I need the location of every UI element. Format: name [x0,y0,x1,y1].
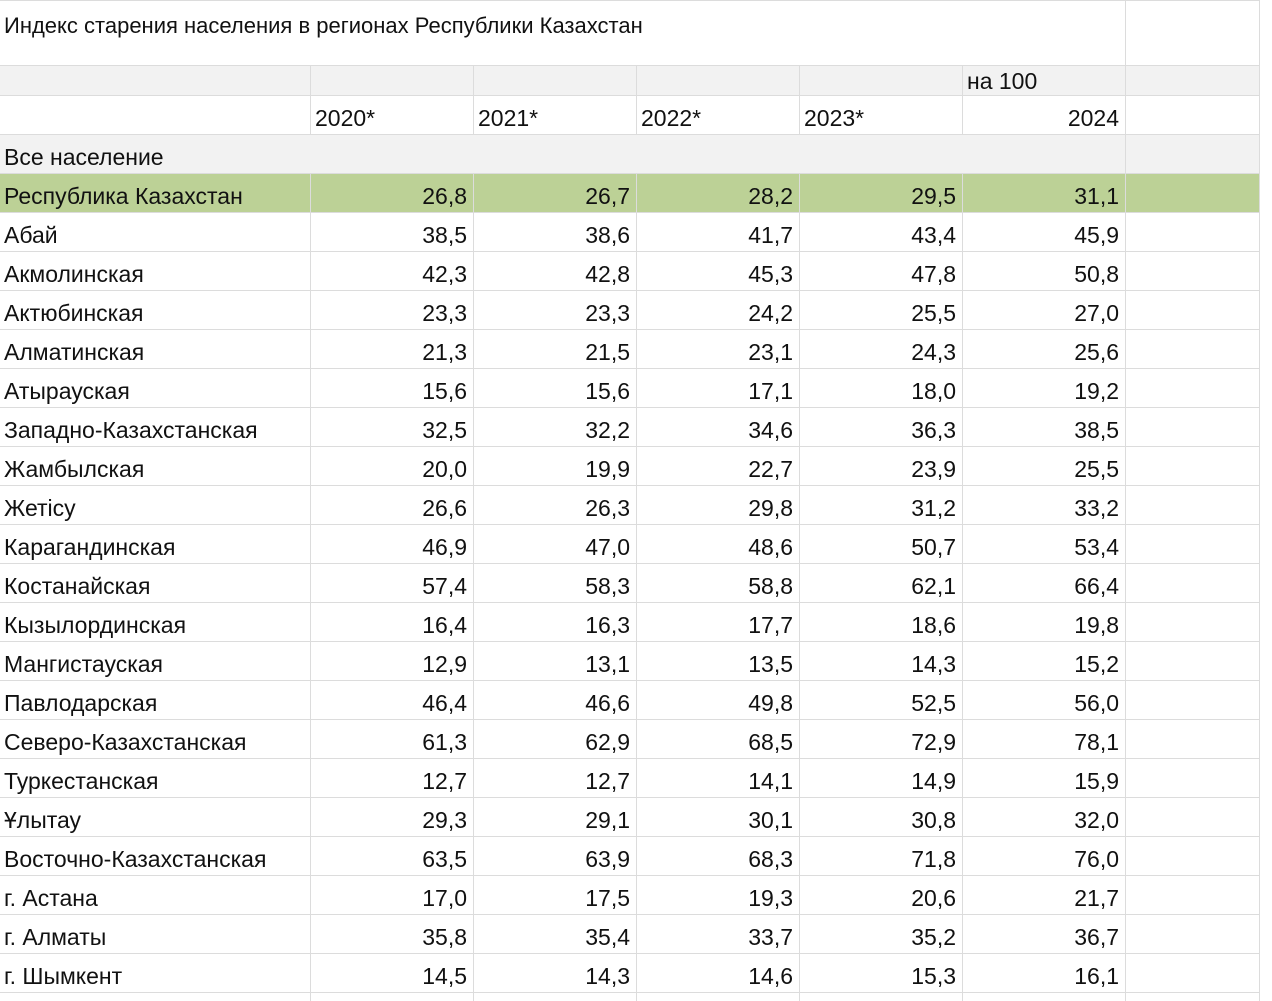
cell[interactable] [1126,603,1260,642]
value-cell[interactable]: 32,5 [311,408,474,447]
cell[interactable] [1126,759,1260,798]
cell[interactable] [1126,174,1260,213]
table-row [0,369,1260,408]
table-row [0,291,1260,330]
value-cell[interactable]: 16,3 [474,603,637,642]
year-header[interactable]: 2024 [963,96,1126,135]
unit-row [0,66,1260,96]
year-header[interactable]: 2021* [474,96,637,135]
value-cell[interactable]: 23,3 [311,291,474,330]
cell[interactable] [1126,681,1260,720]
value-cell[interactable]: 47,8 [800,252,963,291]
value-cell[interactable]: 53,4 [963,525,1126,564]
value-cell[interactable]: 25,6 [963,330,1126,369]
table-row [0,408,1260,447]
table-row [0,486,1260,525]
value-cell[interactable]: 36,3 [800,408,963,447]
region-name-cell[interactable]: Павлодарская [0,681,311,720]
value-cell[interactable]: 43,4 [800,213,963,252]
cell[interactable] [1126,66,1260,96]
value-cell[interactable]: 14,1 [637,759,800,798]
region-name-cell[interactable]: Абай [0,213,311,252]
table-row [0,876,1260,915]
region-name-cell[interactable]: Мангистауская [0,642,311,681]
region-name-cell[interactable]: Атырауская [0,369,311,408]
value-cell[interactable]: 38,5 [311,213,474,252]
value-cell[interactable]: 14,5 [311,954,474,993]
value-cell[interactable]: 45,3 [637,252,800,291]
value-cell[interactable]: 19,9 [474,447,637,486]
region-name-cell[interactable]: Кызылординская [0,603,311,642]
cell[interactable] [1126,798,1260,837]
table-row [0,837,1260,876]
unit-label[interactable]: на 100 [963,66,1126,96]
cell[interactable] [0,96,311,135]
value-cell[interactable]: 35,2 [800,915,963,954]
value-cell[interactable]: 14,9 [800,759,963,798]
value-cell[interactable]: 29,5 [800,174,963,213]
table-row [0,525,1260,564]
region-name-cell[interactable]: Западно-Казахстанская [0,408,311,447]
value-cell[interactable]: 46,9 [311,525,474,564]
value-cell[interactable]: 15,2 [963,642,1126,681]
cell[interactable] [1126,837,1260,876]
cell[interactable] [1126,213,1260,252]
value-cell[interactable]: 16,1 [963,954,1126,993]
table-row [0,330,1260,369]
cell[interactable] [0,993,311,1001]
sheet-title[interactable]: Индекс старения населения в регионах Республики Казахстан [0,1,1126,66]
region-name-cell[interactable]: Акмолинская [0,252,311,291]
section-row [0,135,1260,174]
cell[interactable] [1126,291,1260,330]
region-name-cell[interactable]: Жетісу [0,486,311,525]
region-name-cell[interactable]: Жамбылская [0,447,311,486]
value-cell[interactable]: 30,1 [637,798,800,837]
value-cell[interactable]: 68,3 [637,837,800,876]
value-cell[interactable]: 21,5 [474,330,637,369]
value-cell[interactable]: 23,9 [800,447,963,486]
value-cell[interactable]: 61,3 [311,720,474,759]
table-row [0,642,1260,681]
cell[interactable] [1126,642,1260,681]
value-cell[interactable]: 24,3 [800,330,963,369]
value-cell[interactable]: 38,6 [474,213,637,252]
value-cell[interactable]: 20,0 [311,447,474,486]
value-cell[interactable]: 25,5 [963,447,1126,486]
value-cell[interactable]: 26,3 [474,486,637,525]
table-row [0,447,1260,486]
table-row [0,564,1260,603]
table-row-total [0,174,1260,213]
table-row [0,954,1260,993]
region-name-cell[interactable]: Северо-Казахстанская [0,720,311,759]
value-cell[interactable]: 27,0 [963,291,1126,330]
value-cell[interactable]: 16,4 [311,603,474,642]
value-cell[interactable]: 50,7 [800,525,963,564]
year-header[interactable]: 2020* [311,96,474,135]
value-cell[interactable]: 35,4 [474,915,637,954]
cell[interactable] [637,66,800,96]
value-cell[interactable]: 14,6 [637,954,800,993]
table-row [0,252,1260,291]
cell[interactable] [1126,408,1260,447]
cell[interactable] [1126,1,1260,66]
title-row [0,1,1260,66]
value-cell[interactable]: 18,0 [800,369,963,408]
years-header-row [0,96,1260,135]
value-cell[interactable]: 46,4 [311,681,474,720]
value-cell[interactable]: 12,7 [311,759,474,798]
value-cell[interactable]: 21,7 [963,876,1126,915]
value-cell[interactable]: 17,5 [474,876,637,915]
cell[interactable] [1126,330,1260,369]
value-cell[interactable]: 42,8 [474,252,637,291]
value-cell[interactable]: 28,2 [637,174,800,213]
value-cell[interactable]: 26,8 [311,174,474,213]
cell[interactable] [1126,447,1260,486]
value-cell[interactable]: 56,0 [963,681,1126,720]
value-cell[interactable]: 29,1 [474,798,637,837]
cell[interactable] [800,993,963,1001]
region-name-cell[interactable]: г. Шымкент [0,954,311,993]
value-cell[interactable]: 15,6 [474,369,637,408]
value-cell[interactable]: 35,8 [311,915,474,954]
cell[interactable] [474,66,637,96]
cell[interactable] [474,993,637,1001]
value-cell[interactable]: 32,0 [963,798,1126,837]
cell[interactable] [1126,486,1260,525]
cell[interactable] [1126,876,1260,915]
value-cell[interactable]: 45,9 [963,213,1126,252]
value-cell[interactable]: 14,3 [474,954,637,993]
region-name-cell[interactable]: г. Алматы [0,915,311,954]
value-cell[interactable]: 17,7 [637,603,800,642]
cell[interactable] [1126,720,1260,759]
value-cell[interactable]: 13,1 [474,642,637,681]
value-cell[interactable]: 17,1 [637,369,800,408]
value-cell[interactable]: 23,1 [637,330,800,369]
value-cell[interactable]: 15,3 [800,954,963,993]
value-cell[interactable]: 26,6 [311,486,474,525]
value-cell[interactable]: 72,9 [800,720,963,759]
value-cell[interactable]: 22,7 [637,447,800,486]
region-name-cell[interactable]: Актюбинская [0,291,311,330]
value-cell[interactable]: 38,5 [963,408,1126,447]
value-cell[interactable]: 32,2 [474,408,637,447]
value-cell[interactable]: 18,6 [800,603,963,642]
value-cell[interactable]: 29,3 [311,798,474,837]
cell[interactable] [311,66,474,96]
value-cell[interactable]: 26,7 [474,174,637,213]
cell[interactable] [1126,564,1260,603]
cell[interactable] [800,66,963,96]
cell[interactable] [1126,96,1260,135]
empty-row [0,993,1260,1001]
table-row [0,759,1260,798]
value-cell[interactable]: 66,4 [963,564,1126,603]
cell[interactable] [1126,915,1260,954]
value-cell[interactable]: 48,6 [637,525,800,564]
value-cell[interactable]: 30,8 [800,798,963,837]
value-cell[interactable]: 58,8 [637,564,800,603]
value-cell[interactable]: 57,4 [311,564,474,603]
value-cell[interactable]: 58,3 [474,564,637,603]
value-cell[interactable]: 25,5 [800,291,963,330]
cell[interactable] [1126,954,1260,993]
value-cell[interactable]: 31,2 [800,486,963,525]
value-cell[interactable]: 21,3 [311,330,474,369]
cell[interactable] [1126,135,1260,174]
region-name-cell[interactable]: Алматинская [0,330,311,369]
value-cell[interactable]: 29,8 [637,486,800,525]
region-name-cell[interactable]: Ұлытау [0,798,311,837]
region-name-cell[interactable]: Республика Казахстан [0,174,311,213]
section-label[interactable]: Все население [0,135,1126,174]
table-row [0,798,1260,837]
cell[interactable] [1126,993,1260,1001]
value-cell[interactable]: 52,5 [800,681,963,720]
value-cell[interactable]: 19,8 [963,603,1126,642]
value-cell[interactable]: 12,7 [474,759,637,798]
region-name-cell[interactable]: Восточно-Казахстанская [0,837,311,876]
table-row [0,720,1260,759]
cell[interactable] [963,993,1126,1001]
table-row [0,603,1260,642]
value-cell[interactable]: 34,6 [637,408,800,447]
table-row [0,681,1260,720]
value-cell[interactable]: 68,5 [637,720,800,759]
value-cell[interactable]: 46,6 [474,681,637,720]
value-cell[interactable]: 71,8 [800,837,963,876]
value-cell[interactable]: 14,3 [800,642,963,681]
value-cell[interactable]: 63,5 [311,837,474,876]
value-cell[interactable]: 49,8 [637,681,800,720]
value-cell[interactable]: 20,6 [800,876,963,915]
value-cell[interactable]: 41,7 [637,213,800,252]
region-name-cell[interactable]: г. Астана [0,876,311,915]
cell[interactable] [1126,369,1260,408]
value-cell[interactable]: 19,3 [637,876,800,915]
cell[interactable] [637,993,800,1001]
cell[interactable] [1126,525,1260,564]
value-cell[interactable]: 78,1 [963,720,1126,759]
region-name-cell[interactable]: Костанайская [0,564,311,603]
value-cell[interactable]: 36,7 [963,915,1126,954]
value-cell[interactable]: 17,0 [311,876,474,915]
region-name-cell[interactable]: Карагандинская [0,525,311,564]
value-cell[interactable]: 33,7 [637,915,800,954]
value-cell[interactable]: 50,8 [963,252,1126,291]
year-header[interactable]: 2023* [800,96,963,135]
value-cell[interactable]: 47,0 [474,525,637,564]
value-cell[interactable]: 31,1 [963,174,1126,213]
value-cell[interactable]: 62,1 [800,564,963,603]
value-cell[interactable]: 13,5 [637,642,800,681]
value-cell[interactable]: 76,0 [963,837,1126,876]
cell[interactable] [1126,252,1260,291]
value-cell[interactable]: 15,9 [963,759,1126,798]
value-cell[interactable]: 33,2 [963,486,1126,525]
value-cell[interactable]: 23,3 [474,291,637,330]
cell[interactable] [311,993,474,1001]
table-row [0,915,1260,954]
value-cell[interactable]: 19,2 [963,369,1126,408]
value-cell[interactable]: 12,9 [311,642,474,681]
value-cell[interactable]: 62,9 [474,720,637,759]
table-row [0,213,1260,252]
cell[interactable] [0,66,311,96]
value-cell[interactable]: 42,3 [311,252,474,291]
region-name-cell[interactable]: Туркестанская [0,759,311,798]
value-cell[interactable]: 15,6 [311,369,474,408]
value-cell[interactable]: 24,2 [637,291,800,330]
value-cell[interactable]: 63,9 [474,837,637,876]
year-header[interactable]: 2022* [637,96,800,135]
